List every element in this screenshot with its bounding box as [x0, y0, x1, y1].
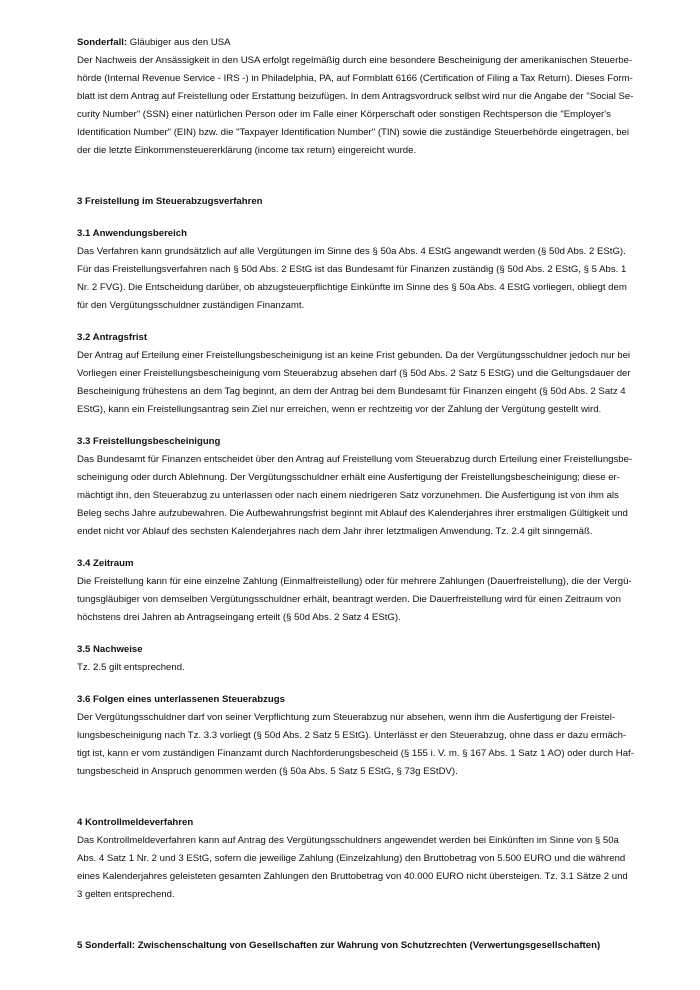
section-3-5-paragraph	[77, 659, 625, 677]
paragraph-line: tigt ist, kann er vom zuständigen Finanzamt durch Nachforderungsbescheid (§ 155 i. V. m. § 167 Abs. 1 Satz 1 AO) oder durch Haf-	[77, 748, 634, 759]
section-4-heading: 4 Kontrollmeldeverfahren	[77, 817, 194, 828]
paragraph-line: tungsgläubiger von demselben Vergütungsschuldner erhält, beantragt werden. Die Dauerfreistellung wird für einen Zeitraum von	[77, 594, 621, 605]
paragraph-line: Das Bundesamt für Finanzen entscheidet über den Antrag auf Freistellung vom Steuerabzug durch Erteilung einer Freistellungsbe-	[77, 454, 633, 465]
paragraph-line: lungsbescheinigung nach Tz. 3.3 vorliegt (§ 50d Abs. 2 Satz 5 EStG). Unterlässt er den Steuerabzug, ohne dass er dazu ermäch-	[77, 730, 627, 741]
section-3-4-paragraph	[77, 573, 632, 627]
paragraph-line: 3 gelten entsprechend.	[77, 889, 175, 900]
paragraph-line: der die letzte Einkommensteuererklärung (income tax return) eingereicht wurde.	[77, 145, 417, 156]
paragraph-line: Das Kontrollmeldeverfahren kann auf Antrag des Vergütungsschuldners angewendet werden bei Einkünften im Sinne von § 50a	[77, 835, 619, 846]
section-3-heading: 3 Freistellung im Steuerabzugsverfahren	[77, 196, 263, 207]
paragraph-line: blatt ist dem Antrag auf Freistellung oder Erstattung beizufügen. In dem Antragsvordruck selbst wird nur die Angabe der "Social Se-	[77, 91, 634, 102]
paragraph-line: Abs. 4 Satz 1 Nr. 2 und 3 EStG, sofern die jeweilige Zahlung (Einzelzahlung) den Bruttobetrag von 5.500 EURO und die während	[77, 853, 626, 864]
paragraph-line: Identification Number" (EIN) bzw. die "Taxpayer Identification Number" (TIN) sowie die zuständige Steuerbehörde eingetragen, bei	[77, 127, 630, 138]
paragraph-line: hörde (Internal Revenue Service - IRS -) in Philadelphia, PA, auf Formblatt 6166 (Certification of Filing a Tax Return). Dieses Form-	[77, 73, 633, 84]
section-3-1-paragraph	[77, 243, 625, 315]
section-3-3-heading: 3.3 Freistellungsbescheinigung	[77, 436, 221, 447]
paragraph-line: Der Nachweis der Ansässigkeit in den USA erfolgt regelmäßig durch eine besondere Bescheinigung der amerikanischen Steuerbe-	[77, 55, 633, 66]
sonderfall-usa-paragraph	[77, 52, 634, 160]
paragraph-line: mächtigt ihn, den Steuerabzug zu unterlassen oder nach einem niedrigeren Satz vorzunehmen. Die Ausfertigung ist von ihm als	[77, 490, 619, 501]
section-5-heading: 5 Sonderfall: Zwischenschaltung von Gesellschaften zur Wahrung von Schutzrechten (Verwertungsgesellschaften)	[77, 940, 601, 951]
paragraph-line: für den Vergütungsschuldner zuständigen Finanzamt.	[77, 300, 305, 311]
paragraph-line: Für das Freistellungsverfahren nach § 50d Abs. 2 EStG ist das Bundesamt für Finanzen zuständig (§ 50d Abs. 2 EStG, § 5 Abs. 1	[77, 264, 627, 275]
paragraph-line: EStG), kann ein Freistellungsantrag sein Ziel nur erreichen, wenn er rechtzeitig vor der Zahlung der Vergütung gestellt wird.	[77, 404, 602, 415]
paragraph-line: tungsbescheid in Anspruch genommen werden (§ 50a Abs. 5 Satz 5 EStG, § 73g EStDV).	[77, 766, 458, 777]
section-3-4-heading: 3.4 Zeitraum	[77, 558, 134, 569]
section-4-paragraph	[77, 832, 628, 904]
paragraph-line: Der Vergütungsschuldner darf von seiner Verpflichtung zum Steuerabzug nur absehen, wenn ihm die Ausfertigung der Freistel-	[77, 712, 616, 723]
paragraph-line: höchstens drei Jahren ab Antragseingang erteilt (§ 50d Abs. 2 Satz 4 EStG).	[77, 612, 401, 623]
paragraph-line: Nr. 2 FVG). Die Entscheidung darüber, ob abzugsteuerpflichtige Einkünfte im Sinne des § 50a Abs. 4 EStG vorliegen, obliegt dem	[77, 282, 627, 293]
paragraph-line: scheinigung oder durch Ablehnung. Der Vergütungsschuldner erhält eine Ausfertigung der Freistellungsbescheinigung; diese er-	[77, 472, 620, 483]
paragraph-line: Tz. 2.5 gilt entsprechend.	[77, 662, 185, 673]
paragraph-line: Bescheinigung frühestens an dem Tag beginnt, an dem der Antrag bei dem Bundesamt für Finanzen eingeht (§ 50d Abs. 2 Satz 4	[77, 386, 626, 397]
paragraph-line: Die Freistellung kann für eine einzelne Zahlung (Einmalfreistellung) oder für mehrere Zahlungen (Dauerfreistellung), die der Vergü-	[77, 576, 632, 587]
paragraph-line: curity Number" (SSN) einer natürlichen Person oder im Falle einer Körperschaft oder sonstigen Rechtsperson die "Employer's	[77, 109, 611, 120]
paragraph-line: Das Verfahren kann grundsätzlich auf alle Vergütungen im Sinne des § 50a Abs. 4 EStG angewandt werden (§ 50d Abs. 2 EStG).	[77, 246, 626, 257]
paragraph-line: Vorliegen einer Freistellungsbescheinigung vom Steuerabzug absehen darf (§ 50d Abs. 2 Satz 5 EStG) und die Geltungsdauer der	[77, 368, 631, 379]
paragraph-line: Der Antrag auf Erteilung einer Freistellungsbescheinigung ist an keine Frist gebunden. Da der Vergütungsschuldner jedoch nur bei	[77, 350, 631, 361]
section-3-6-paragraph	[77, 709, 634, 781]
paragraph-line: endet nicht vor Ablauf des sechsten Kalenderjahres nach dem Jahr ihrer letztmaligen Anwendung. Tz. 2.4 gilt sinngemäß.	[77, 526, 593, 537]
section-3-5-heading: 3.5 Nachweise	[77, 644, 143, 655]
sonderfall-title-rest: Gläubiger aus den USA	[127, 37, 231, 48]
paragraph-line: Beleg sechs Jahre aufzubewahren. Die Aufbewahrungsfrist beginnt mit Ablauf des Kalenderjahres ihrer erstmaligen Gültigkeit und	[77, 508, 628, 519]
section-3-1-heading: 3.1 Anwendungsbereich	[77, 228, 187, 239]
section-3-2-heading: 3.2 Antragsfrist	[77, 332, 148, 343]
sonderfall-label: Sonderfall:	[77, 37, 128, 48]
section-3-3-paragraph	[77, 451, 633, 541]
section-3-2-paragraph	[77, 347, 631, 419]
sonderfall-usa-title	[77, 34, 625, 52]
section-3-6-heading: 3.6 Folgen eines unterlassenen Steuerabzugs	[77, 694, 285, 705]
document-page	[77, 34, 634, 955]
paragraph-line: eines Kalenderjahres geleisteten gesamten Zahlungen den Bruttobetrag von 40.000 EURO nicht übersteigen. Tz. 3.1 Sätze 2 und	[77, 871, 628, 882]
